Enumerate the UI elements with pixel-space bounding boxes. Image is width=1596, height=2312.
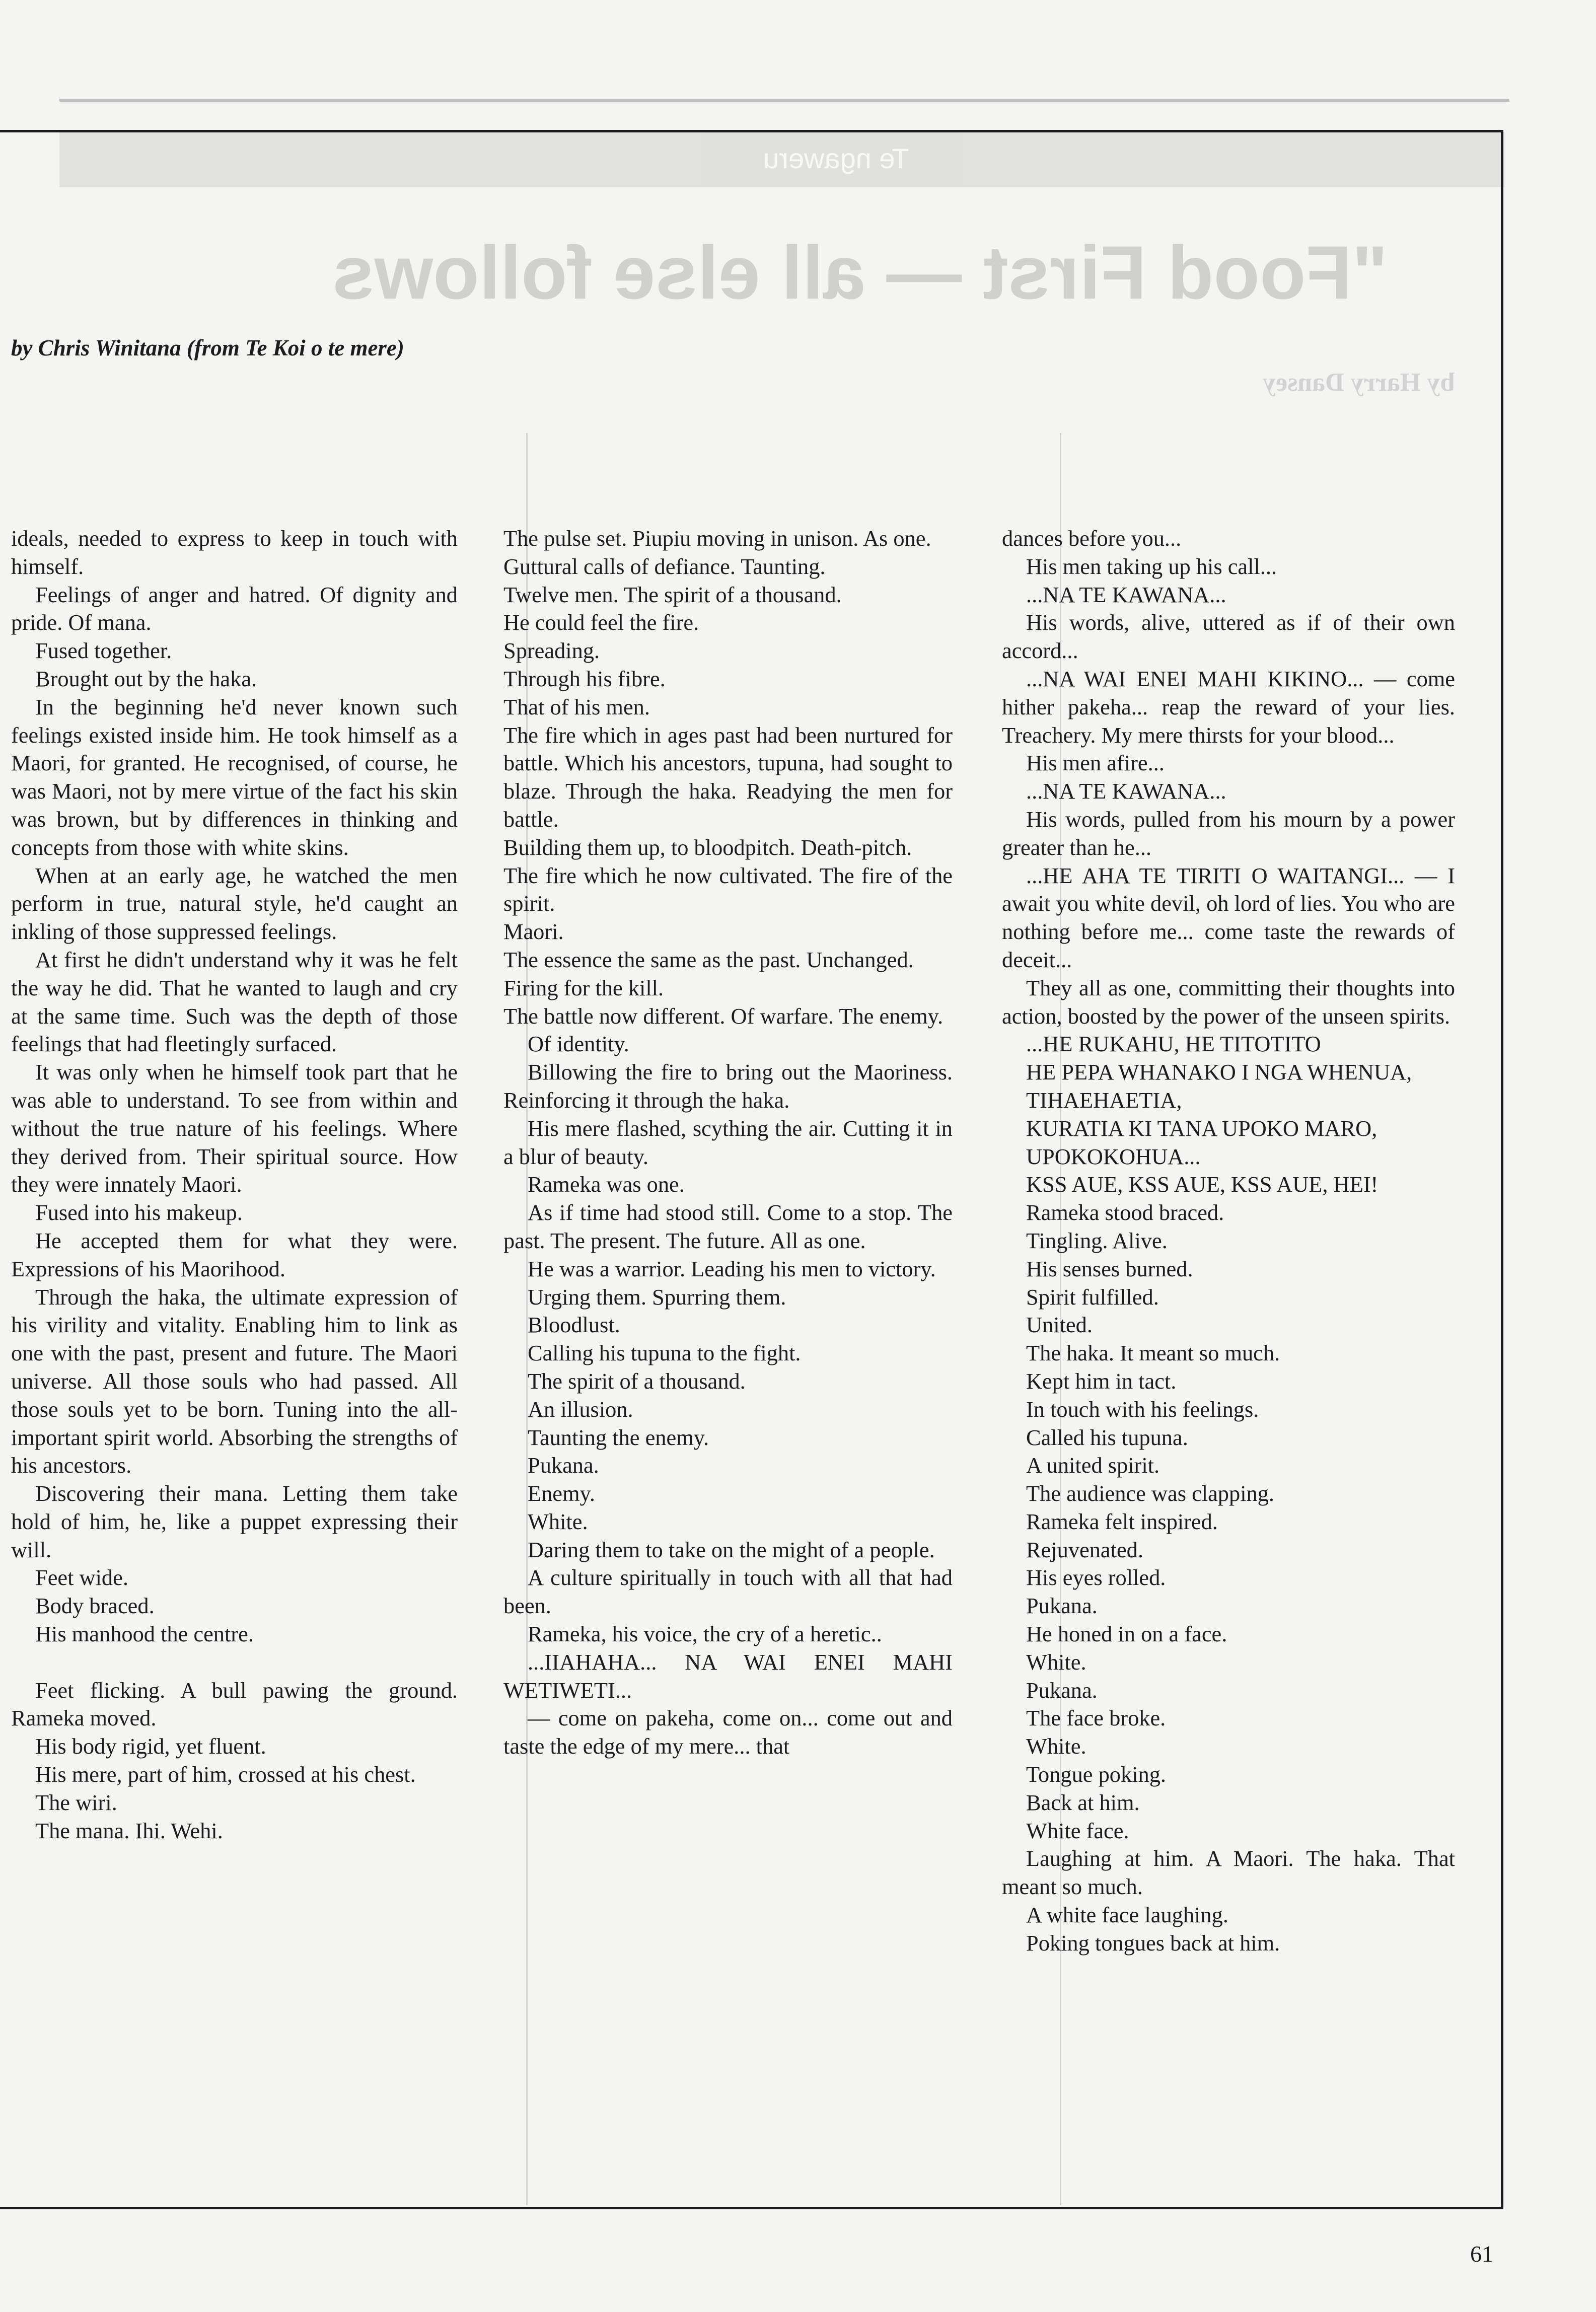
- paragraph: His senses burned.: [1026, 1256, 1193, 1281]
- paragraph: Guttural calls of defiance. Taunting.: [503, 553, 826, 579]
- paragraph: Through the haka, the ultimate expression of his virility and vitality. Enabling him to link as one with the past, present and future. The Maori universe. All those souls who had passed. All those souls yet to be born. Tuning into the all-important spirit world. Absorbing the strengths of his ancestors.: [11, 1284, 458, 1478]
- text-column-3: [1002, 525, 1455, 1958]
- paragraph: Spreading.: [503, 638, 600, 664]
- paragraph: His words, alive, uttered as if of their own accord...: [1002, 610, 1455, 664]
- paragraph: At first he didn't understand why it was he felt the way he did. That he wanted to laugh and cry at the same time. Such was the depth of those feelings that had fleetingly surfaced.: [11, 947, 458, 1057]
- paragraph: ...HE AHA TE TIRITI O WAITANGI... — I await you white devil, oh lord of lies. You who are nothing before me... come taste the rewards of deceit...: [1002, 862, 1455, 972]
- paragraph: An illusion.: [528, 1396, 633, 1422]
- paragraph: The audience was clapping.: [1026, 1481, 1275, 1506]
- paragraph: The fire which he now cultivated. The fire of the spirit.: [503, 862, 953, 916]
- paragraph: The wiri.: [35, 1789, 117, 1815]
- paragraph: HE PEPA WHANAKO I NGA WHENUA,: [1026, 1059, 1412, 1085]
- showthrough-title: "Food First — all else follows: [332, 230, 1388, 315]
- paragraph: Discovering their mana. Letting them take hold of him, he, like a puppet expressing their will.: [11, 1481, 458, 1562]
- paragraph: When at an early age, he watched the men perform in true, natural style, he'd caught an inkling of those suppressed feelings.: [11, 862, 458, 945]
- paragraph: The essence the same as the past. Unchanged.: [503, 947, 914, 972]
- paragraph: In the beginning he'd never known such feelings existed inside him. He took himself as a Maori, for granted. He recognised, of course, he was Maori, not by mere virtue of the fact his skin was brown, but by differences in thinking and concepts from those with white skins.: [11, 694, 458, 860]
- paragraph: He honed in on a face.: [1026, 1621, 1227, 1647]
- paragraph: White.: [528, 1508, 588, 1534]
- paragraph: They all as one, committing their thoughts into action, boosted by the power of the unseen spirits.: [1002, 975, 1455, 1029]
- paragraph: Daring them to take on the might of a people.: [528, 1537, 935, 1562]
- paragraph: Spirit fulfilled.: [1026, 1284, 1159, 1310]
- paragraph: He accepted them for what they were. Expressions of his Maorihood.: [11, 1227, 458, 1281]
- paragraph: TIHAEHAETIA,: [1026, 1087, 1182, 1113]
- paragraph: Pukana.: [1026, 1593, 1098, 1619]
- paragraph: White.: [1026, 1649, 1086, 1675]
- paragraph: Pukana.: [1026, 1677, 1098, 1703]
- paragraph: His mere, part of him, crossed at his chest.: [35, 1762, 416, 1787]
- paragraph: Taunting the enemy.: [528, 1424, 709, 1450]
- paragraph: White.: [1026, 1733, 1086, 1759]
- paragraph: That of his men.: [503, 694, 650, 719]
- paragraph: Building them up, to bloodpitch. Death-pitch.: [503, 834, 912, 860]
- paragraph: His mere flashed, scything the air. Cutting it in a blur of beauty.: [503, 1115, 953, 1169]
- paragraph: Kept him in tact.: [1026, 1368, 1177, 1394]
- paragraph: His body rigid, yet fluent.: [35, 1733, 266, 1759]
- top-rule: [59, 99, 1509, 102]
- paragraph: The spirit of a thousand.: [528, 1368, 746, 1394]
- page-number: 61: [1470, 2241, 1493, 2267]
- paragraph: The pulse set. Piupiu moving in unison. As one.: [503, 526, 931, 551]
- paragraph: Of identity.: [528, 1031, 629, 1057]
- paragraph: The fire which in ages past had been nurtured for battle. Which his ancestors, tupuna, had sought to blaze. Through the haka. Readying the men for battle.: [503, 722, 953, 832]
- paragraph: His words, pulled from his mourn by a power greater than he...: [1002, 806, 1455, 860]
- paragraph: ...HE RUKAHU, HE TITOTITO: [1026, 1031, 1321, 1057]
- paragraph: The haka. It meant so much.: [1026, 1340, 1280, 1366]
- paragraph: His manhood the centre.: [35, 1621, 254, 1647]
- paragraph: Feelings of anger and hatred. Of dignity and pride. Of mana.: [11, 582, 458, 635]
- paragraph: Through his fibre.: [503, 666, 666, 691]
- paragraph: Laughing at him. A Maori. The haka. That meant so much.: [1002, 1846, 1455, 1900]
- paragraph: He was a warrior. Leading his men to victory.: [528, 1256, 936, 1281]
- paragraph: Calling his tupuna to the fight.: [528, 1340, 801, 1366]
- paragraph: It was only when he himself took part that he was able to understand. To see from within and without the true nature of his feelings. Where they derived from. Their spiritual source. How they were innately Maori.: [11, 1059, 458, 1197]
- paragraph: United.: [1026, 1312, 1093, 1338]
- paragraph: Rameka felt inspired.: [1026, 1508, 1218, 1534]
- paragraph: Brought out by the haka.: [35, 666, 257, 691]
- paragraph: Pukana.: [528, 1453, 599, 1478]
- paragraph: Maori.: [503, 919, 564, 945]
- paragraph: Feet flicking. A bull pawing the ground. Rameka moved.: [11, 1677, 458, 1731]
- paragraph: Called his tupuna.: [1026, 1424, 1188, 1450]
- paragraph: Billowing the fire to bring out the Maoriness. Reinforcing it through the haka.: [503, 1059, 953, 1113]
- paragraph: He could feel the fire.: [503, 610, 699, 635]
- paragraph: Twelve men. The spirit of a thousand.: [503, 582, 842, 607]
- paragraph: Rameka was one.: [528, 1172, 685, 1197]
- paragraph: Rameka, his voice, the cry of a heretic..: [528, 1621, 882, 1647]
- paragraph: White face.: [1026, 1818, 1129, 1843]
- text-column-2: [503, 525, 953, 1761]
- showthrough-banner-text: Te ngaweru: [763, 142, 909, 174]
- paragraph: Rejuvenated.: [1026, 1537, 1143, 1562]
- paragraph: Back at him.: [1026, 1789, 1140, 1815]
- paragraph: Enemy.: [528, 1481, 595, 1506]
- paragraph: Body braced.: [35, 1593, 155, 1619]
- paragraph: Bloodlust.: [528, 1312, 620, 1338]
- paragraph: Firing for the kill.: [503, 975, 664, 1000]
- paragraph: KSS AUE, KSS AUE, KSS AUE, HEI!: [1026, 1172, 1379, 1197]
- paragraph: A white face laughing.: [1026, 1902, 1228, 1928]
- article-byline: by Chris Winitana (from Te Koi o te mere): [11, 335, 404, 360]
- paragraph: Poking tongues back at him.: [1026, 1930, 1280, 1956]
- paragraph: Rameka stood braced.: [1026, 1200, 1224, 1225]
- paragraph: ...NA TE KAWANA...: [1026, 582, 1226, 607]
- paragraph: ideals, needed to express to keep in touch with himself.: [11, 526, 458, 579]
- paragraph: KURATIA KI TANA UPOKO MARO,: [1026, 1115, 1377, 1141]
- paragraph: Fused into his makeup.: [35, 1200, 243, 1225]
- paragraph: His eyes rolled.: [1026, 1565, 1166, 1591]
- paragraph: UPOKOKOHUA...: [1026, 1143, 1201, 1169]
- paragraph: ...IIAHAHA... NA WAI ENEI MAHI WETIWETI...: [503, 1649, 953, 1703]
- paragraph: His men taking up his call...: [1026, 553, 1277, 579]
- paragraph: His men afire...: [1026, 750, 1165, 776]
- paragraph: Tongue poking.: [1026, 1762, 1167, 1787]
- paragraph: In touch with his feelings.: [1026, 1396, 1259, 1422]
- paragraph: The mana. Ihi. Wehi.: [35, 1818, 223, 1843]
- paragraph: A culture spiritually in touch with all that had been.: [503, 1565, 953, 1619]
- paragraph: ...NA TE KAWANA...: [1026, 778, 1226, 804]
- paragraph: Feet wide.: [35, 1565, 128, 1591]
- paragraph: As if time had stood still. Come to a stop. The past. The present. The future. All as one.: [503, 1200, 953, 1253]
- paragraph: Fused together.: [35, 638, 172, 664]
- paragraph: dances before you...: [1002, 526, 1182, 551]
- showthrough-byline: by Harry Dansey: [1263, 368, 1455, 397]
- paragraph: ...NA WAI ENEI MAHI KIKINO... — come hither pakeha... reap the reward of your lies. Treachery. My mere thirsts for your blood...: [1002, 666, 1455, 748]
- paragraph: Tingling. Alive.: [1026, 1227, 1168, 1253]
- paragraph: The face broke.: [1026, 1705, 1166, 1731]
- paragraph: Urging them. Spurring them.: [528, 1284, 786, 1310]
- text-column-1: [11, 525, 458, 1845]
- paragraph: — come on pakeha, come on... come out and taste the edge of my mere... that: [503, 1705, 953, 1759]
- paragraph: The battle now different. Of warfare. The enemy.: [503, 1003, 944, 1029]
- paragraph: A united spirit.: [1026, 1453, 1160, 1478]
